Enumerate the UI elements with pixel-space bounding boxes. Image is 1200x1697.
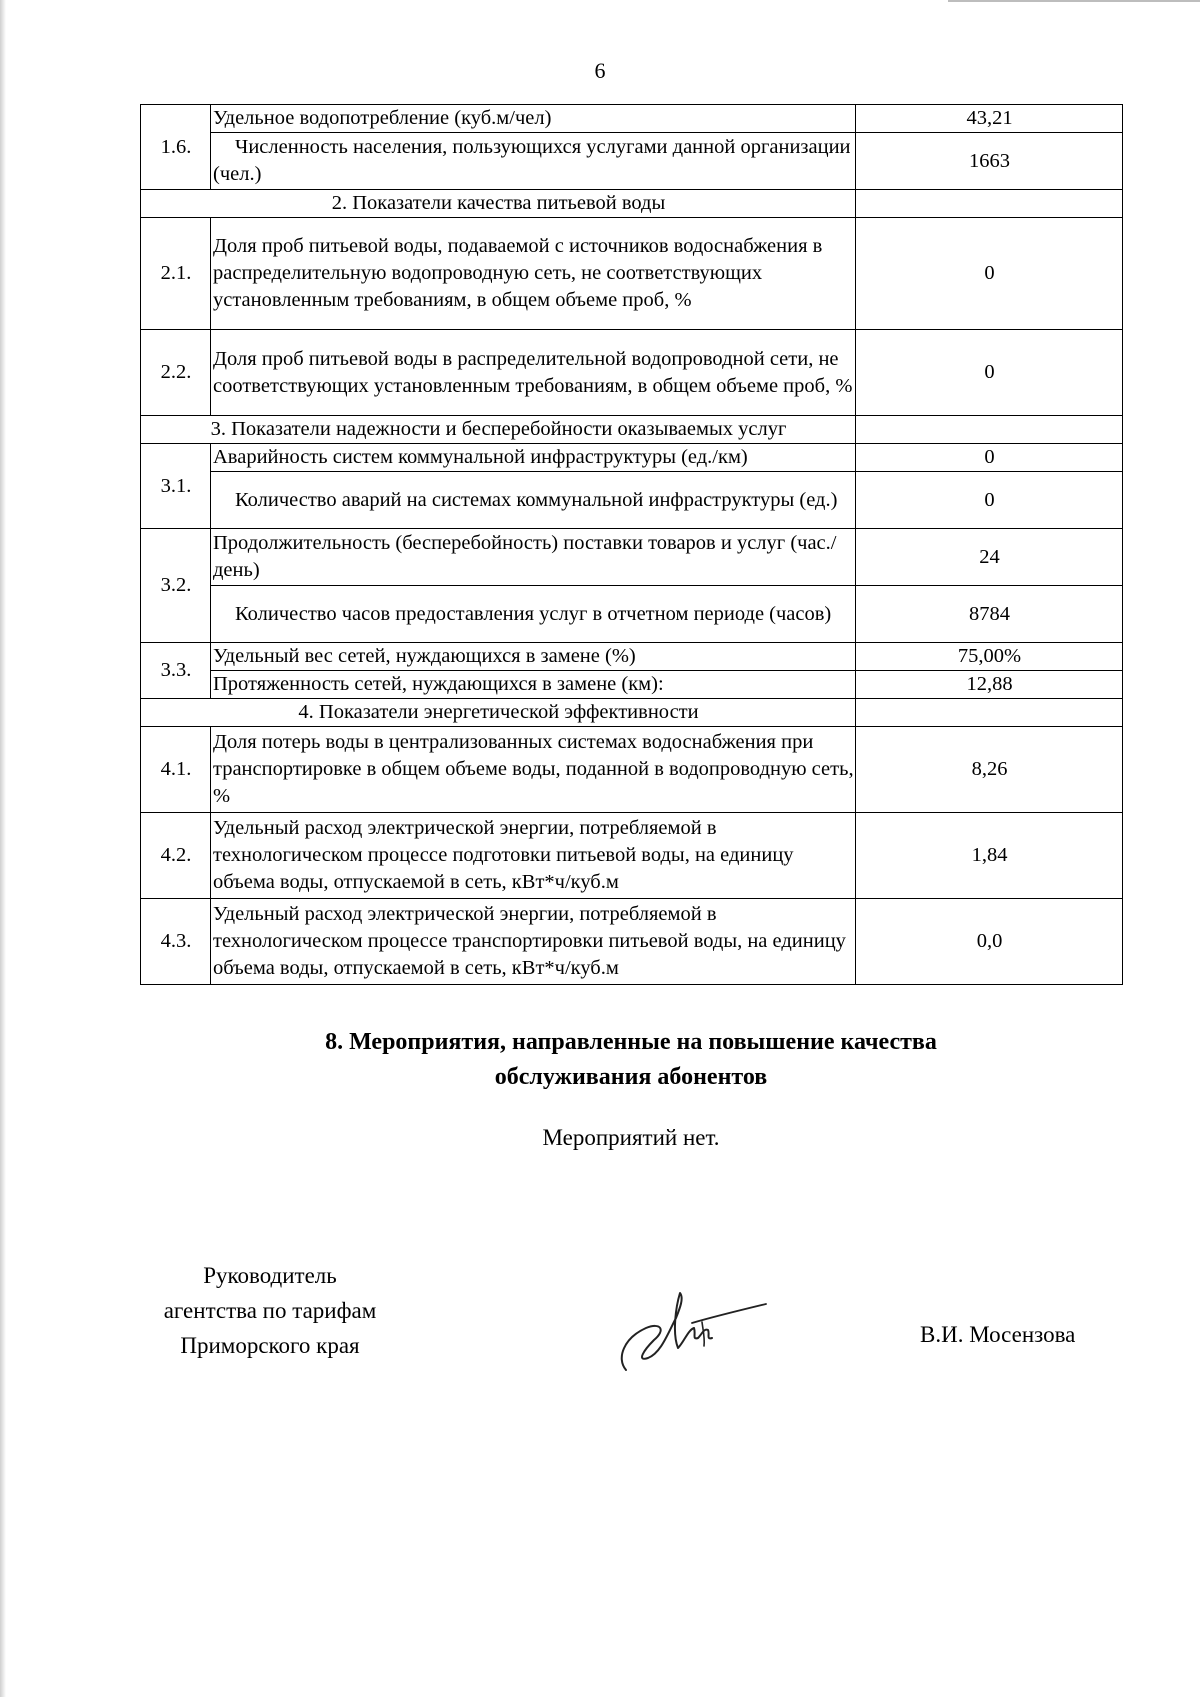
empty-cell [856, 699, 1123, 727]
indicator-value: 0 [856, 218, 1123, 330]
section-row [141, 699, 1123, 727]
scan-top-edge-line [948, 0, 1200, 2]
indicator-label: Доля проб питьевой воды в распределительной водопроводной сети, не соответствующих установленным требованиям, в общем объеме проб, % [211, 330, 856, 416]
empty-cell [856, 190, 1123, 218]
indicator-value: 75,00% [856, 643, 1123, 671]
indicator-value: 0,0 [856, 899, 1123, 985]
table-row [141, 899, 1123, 985]
table-row [141, 671, 1123, 699]
indicator-label: Доля проб питьевой воды, подаваемой с источников водоснабжения в распределительную водопроводную сеть, не соответствующих установленным требованиям, в общем объеме проб, % [211, 218, 856, 330]
row-number-3-1: 3.1. [141, 444, 211, 529]
table-row [141, 813, 1123, 899]
row-number-3-2: 3.2. [141, 529, 211, 643]
page-number: 6 [594, 58, 606, 83]
signer-name: В.И. Мосензова [920, 1322, 1076, 1347]
indicator-value: 0 [856, 330, 1123, 416]
table-row [141, 727, 1123, 813]
table-row [141, 472, 1123, 529]
section-8-heading [140, 1025, 1122, 1095]
signer-title [120, 1258, 420, 1363]
indicator-label: Протяженность сетей, нуждающихся в замене (км): [211, 671, 856, 699]
indicator-value: 8784 [856, 586, 1123, 643]
table-row [141, 529, 1123, 586]
indicator-value: 8,26 [856, 727, 1123, 813]
indicators-table [140, 104, 1123, 985]
section-title-4: 4. Показатели энергетической эффективности [141, 699, 856, 727]
indicator-label: Количество часов предоставления услуг в отчетном периоде (часов) [211, 586, 856, 643]
indicator-label: Удельный вес сетей, нуждающихся в замене (%) [211, 643, 856, 671]
indicator-label: Продолжительность (бесперебойность) поставки товаров и услуг (час./день) [211, 529, 856, 586]
section-8-heading-line-2: обслуживания абонентов [494, 1064, 768, 1090]
section-row [141, 416, 1123, 444]
row-number-4-3: 4.3. [141, 899, 211, 985]
indicator-label: Аварийность систем коммунальной инфраструктуры (ед./км) [211, 444, 856, 472]
indicator-value: 43,21 [856, 105, 1123, 133]
section-title-3: 3. Показатели надежности и бесперебойности оказываемых услуг [141, 416, 856, 444]
indicator-label: Доля потерь воды в централизованных системах водоснабжения при транспортировке в общем объеме воды, поданной в водопроводную сеть, % [211, 727, 856, 813]
row-number-2-2: 2.2. [141, 330, 211, 416]
row-number-2-1: 2.1. [141, 218, 211, 330]
table-row [141, 218, 1123, 330]
section-title-2: 2. Показатели качества питьевой воды [141, 190, 856, 218]
signer-title-line-3: Приморского края [180, 1333, 360, 1358]
signer-title-line-2: агентства по тарифам [163, 1298, 377, 1323]
section-row [141, 190, 1123, 218]
row-number-4-1: 4.1. [141, 727, 211, 813]
signer-title-line-1: Руководитель [203, 1263, 337, 1288]
indicator-value: 1663 [856, 133, 1123, 190]
indicator-label: Численность населения, пользующихся услугами данной организации (чел.) [211, 133, 856, 190]
indicator-value: 0 [856, 472, 1123, 529]
table-row [141, 330, 1123, 416]
scan-left-edge-shadow [0, 0, 6, 1697]
table-row [141, 133, 1123, 190]
section-8-heading-line-1: 8. Мероприятия, направленные на повышение качества [325, 1029, 937, 1055]
indicator-label: Удельный расход электрической энергии, потребляемой в технологическом процессе транспортировки питьевой воды, на единицу объема воды, отпускаемой в сеть, кВт*ч/куб.м [211, 899, 856, 985]
indicator-label: Удельный расход электрической энергии, потребляемой в технологическом процессе подготовки питьевой воды, на единицу объема воды, отпускаемой в сеть, кВт*ч/куб.м [211, 813, 856, 899]
handwritten-signature-icon [606, 1278, 771, 1378]
row-number-1-6: 1.6. [141, 105, 211, 190]
table-row [141, 444, 1123, 472]
indicator-value: 1,84 [856, 813, 1123, 899]
table-row [141, 105, 1123, 133]
indicator-value: 12,88 [856, 671, 1123, 699]
table-row [141, 643, 1123, 671]
indicator-value: 24 [856, 529, 1123, 586]
row-number-3-3: 3.3. [141, 643, 211, 699]
indicator-label: Удельное водопотребление (куб.м/чел) [211, 105, 856, 133]
empty-cell [856, 416, 1123, 444]
indicator-value: 0 [856, 444, 1123, 472]
row-number-4-2: 4.2. [141, 813, 211, 899]
indicator-label: Количество аварий на системах коммунальной инфраструктуры (ед.) [211, 472, 856, 529]
no-measures-text: Мероприятий нет. [542, 1125, 720, 1150]
table-row [141, 586, 1123, 643]
